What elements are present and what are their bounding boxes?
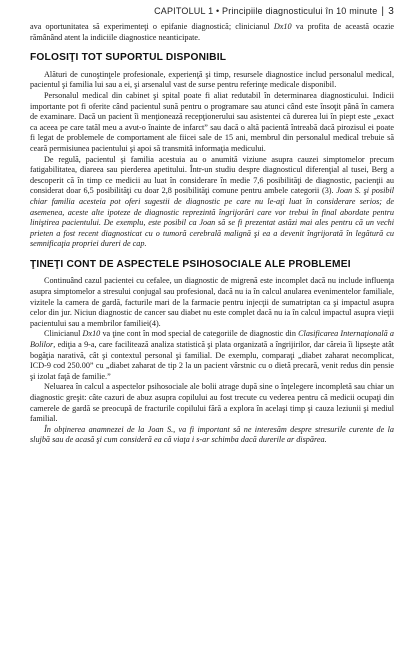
text-run: Alături de cunoştinţele profesionale, experienţă şi timp, resursele diagnostice includ personalul medical, pacientul şi familia lui sau a ei, şi arsenalul vast de surse pentru referinţe medicale disponibil.	[30, 69, 394, 90]
italic-text: În obţinerea anamnezei de la Joan S., va fi important să ne interesăm despre stresurile curente de la slujbă sau de acasă şi cum consideră ea că viaţa i s-ar schimba dacă durerile ar dispărea.	[30, 424, 394, 445]
header-separator: |	[381, 6, 385, 17]
page-number: 3	[388, 6, 394, 17]
section-heading-psychosocial: ŢINEŢI CONT DE ASPECTELE PSIHOSOCIALE ALE PROBLEMEI	[30, 258, 351, 270]
text-run: va ţine cont în mod special de categoriile de diagnostic din	[100, 329, 299, 339]
running-header	[30, 6, 394, 22]
paragraph	[30, 425, 394, 446]
paragraph	[30, 91, 394, 155]
paragraph	[30, 382, 394, 424]
italic-text: Clasificarea Internaţională a Bolilor	[30, 329, 394, 350]
text-run: va profita de această ocazie rămânând atent la indiciile diagnostice neanticipate.	[30, 22, 394, 42]
text-run: Clinicianul	[44, 329, 83, 339]
text-run: Neluarea în calcul a aspectelor psihosociale ale bolii atrage după sine o înţelegere incompletă sau chiar un diagnostic greşit: câte cazuri de abuz asupra copilului au fost trecute cu vederea pentru că medicii ocupaţi din camerele de gardă se preocupă de fracturile copilului fără a explora în acelaşi timp şi cauza leziunii şi mediul familial.	[30, 382, 394, 424]
page-body	[30, 22, 394, 446]
chapter-title: CAPITOLUL 1 • Principiile diagnosticului în 10 minute	[154, 6, 378, 16]
italic-text: Dx10	[82, 329, 101, 339]
text-run: , ediţia a 9-a, care facilitează analiza statistică şi plata organizată a îngrijirilor, dar căreia îi lipseşte atât bogăţia narativă, cât şi contextul personal şi familial. De exemplu, comparaţi „diabet zaharat necomplicat, ICD-9 cod 250.00” cu „diabet zaharat de tip 2 la un pacient vârstnic cu o dietă precară, venit redus din pensie şi izolat faţă de familie.”	[30, 340, 394, 381]
italic-text: Joan S. şi posibil chiar familia acesteia pot oferi sugestii de diagnostic pe care nu le-aţi luat în considerare serios; de asemenea, aceste alte ipoteze de diagnostic reprezintă îngrijorări care vor trebui în final abordate pentru liniştirea pacientului. De exemplu, este posibil ca Joan să se fi prezentat astăzi mai ales pentru că un vechi prieten a fost recent diagnosticat cu o tumoră cerebrală malignă şi ea a devenit îngrijorată în legătură cu semnificaţia propriei dureri de cap.	[30, 186, 394, 249]
paragraph	[30, 276, 394, 329]
paragraph	[30, 329, 394, 382]
text-run: De regulă, pacientul şi familia acestuia au o anumită viziune asupra cauzei simptomelor precum fatigabilitatea, diareea sau pierderea apetitului. Într-un studiu despre diagnosticul diferenţial al tusei, Berg a descoperit că în timp ce medicii au luat în considerare în medie 7,6 posibilităţi de diagnostic, pacienţii au considerat doar 6,5 posibilităţi cu doar 2,8 posibilităţi comune pentru ambele categorii (3).	[30, 154, 394, 196]
intro-paragraph	[30, 22, 394, 43]
section-heading-support: FOLOSIŢI TOT SUPORTUL DISPONIBIL	[30, 52, 227, 64]
text-run: Personalul medical din cabinet şi spital poate fi aliat redutabil în determinarea diagnosticului. Indicii importante pot fi oferite când pacientul sună pentru o programare sau atunci când este însoţit până în camera de examinare. Dacă un pacient îi menţionează recepţionerului sau asistentei că durerea lui în piept este „exact ca aceea pe care tatăl meu a avut-o înainte de infarct” sau dacă o altă pacientă întreabă dacă pirozisul ei poate fi legat de problemele de comportament ale fiicei sale de 15 ani, membrul din personalul medical trebuie să ceară permisiunea pacientului şi apoi să transmită informaţia medicului.	[30, 90, 394, 153]
paragraph	[30, 70, 394, 91]
text-run: Continuând cazul pacientei cu cefalee, un diagnostic de migrenă este incomplet dacă nu include influenţa asupra simptomelor a stresului conjugal sau profesional, dacă nu ia în calcul anularea evenimentelor familiale, vizitele la camera de gardă, facturile mari de la farmacie pentru injecţii de sumatriptan ca şi impactul asupra celor din jur. Niciun diagnostic de cancer sau diabet nu este complet dacă nu ia în calcul impactul asupra vieţii pacientului sau a membrilor familiei(4).	[30, 276, 394, 328]
paragraph	[30, 155, 394, 250]
italic-text: Dx10	[273, 22, 292, 31]
text-run: ava oportunitatea să experimenteţi o epifanie diagnostică; clinicianul	[30, 22, 274, 31]
